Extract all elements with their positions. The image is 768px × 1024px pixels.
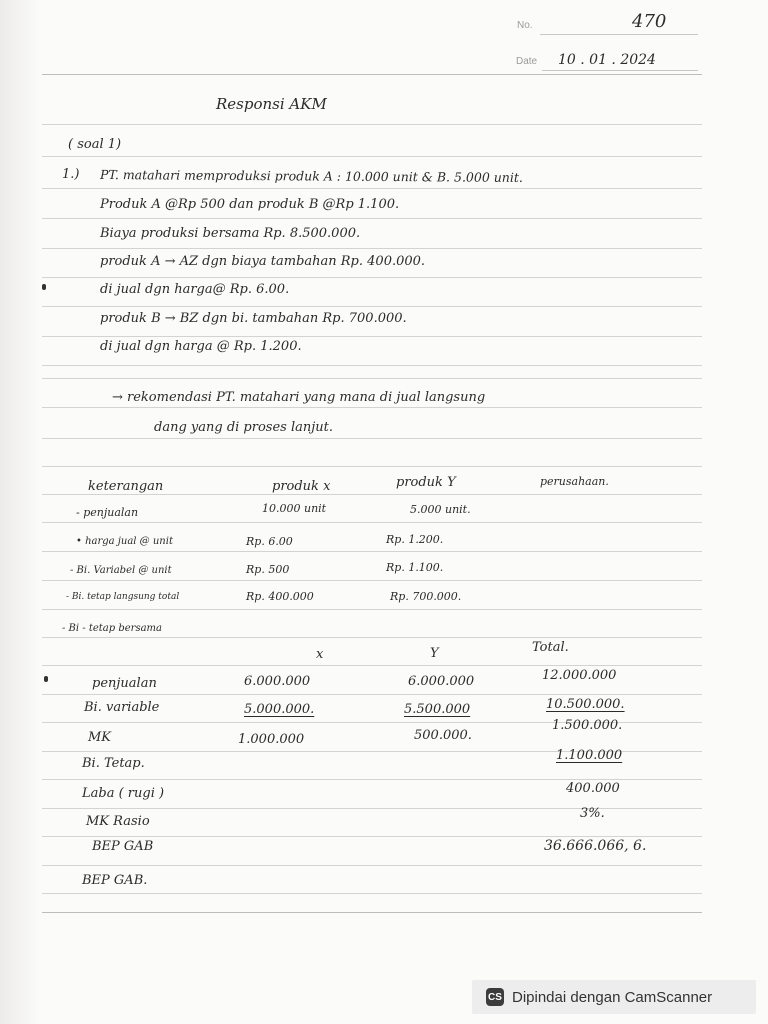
info-header-perusahaan: perusahaan. <box>540 475 609 488</box>
calc-row-label: BEP GAB <box>92 839 154 854</box>
calc-row-label: MK <box>88 730 112 745</box>
problem-number: 1.) <box>62 167 80 182</box>
calc-header-x: x <box>316 647 324 662</box>
calc-row-total: 10.500.000. <box>546 697 625 712</box>
date-label: Date <box>516 56 538 67</box>
problem-line: produk A → AZ dgn biaya tambahan Rp. 400.000. <box>100 254 426 269</box>
info-row-y: Rp. 1.200. <box>386 533 444 546</box>
calc-row-total: 3%. <box>580 806 605 821</box>
problem-line: Produk A @Rp 500 dan produk B @Rp 1.100. <box>100 197 400 212</box>
calc-row-y: 5.500.000 <box>404 702 471 717</box>
no-line <box>540 34 698 35</box>
calc-row-label: BEP GAB. <box>82 873 148 888</box>
calc-row-total: 12.000.000 <box>542 668 617 683</box>
problem-line: Biaya produksi bersama Rp. 8.500.000. <box>100 226 361 241</box>
info-row-y: Rp. 1.100. <box>386 561 444 574</box>
calc-row-label: Bi. variable <box>84 700 160 715</box>
problem-line: produk B → BZ dgn bi. tambahan Rp. 700.000. <box>100 311 407 326</box>
calc-row-y: 6.000.000 <box>408 674 475 689</box>
recommendation-line: dang yang di proses lanjut. <box>154 420 334 435</box>
problem-line: di jual dgn harga @ Rp. 1.200. <box>100 339 302 354</box>
info-row-y: Rp. 700.000. <box>390 590 462 603</box>
calc-header-total: Total. <box>532 640 569 655</box>
info-row-label: - Bi. tetap langsung total <box>66 592 180 602</box>
info-header-produk-x: produk x <box>272 479 331 494</box>
camscanner-text: Dipindai dengan CamScanner <box>512 988 713 1006</box>
calc-row-total: 1.100.000 <box>556 748 623 763</box>
calc-row-x: 5.000.000. <box>244 702 315 717</box>
camscanner-logo-icon: CS <box>486 988 504 1006</box>
info-row-label: - Bi - tetap bersama <box>62 623 162 634</box>
info-row-x: 10.000 unit <box>262 502 327 515</box>
info-header-produk-y: produk Y <box>396 475 456 490</box>
calc-row-label: Laba ( rugi ) <box>82 786 165 801</box>
date-line <box>542 70 698 71</box>
no-label: No. <box>517 20 533 31</box>
page-number: 470 <box>632 11 667 32</box>
calc-row-label: MK Rasio <box>86 814 150 829</box>
binding-dot <box>42 284 46 290</box>
calc-row-label: penjualan <box>92 676 157 691</box>
info-row-x: Rp. 400.000 <box>246 590 314 603</box>
recommendation-line: → rekomendasi PT. matahari yang mana di jual langsung <box>112 390 486 405</box>
problem-line: di jual dgn harga@ Rp. 6.00. <box>100 282 290 297</box>
info-header-keterangan: keterangan <box>88 479 164 494</box>
calc-row-x: 1.000.000 <box>238 732 305 747</box>
info-row-x: Rp. 500 <box>246 563 290 576</box>
info-row-label: - Bi. Variabel @ unit <box>70 565 172 576</box>
info-row-x: Rp. 6.00 <box>246 535 293 548</box>
info-row-label: - penjualan <box>76 506 139 519</box>
calc-row-total: 400.000 <box>566 781 620 796</box>
problem-line: PT. matahari memproduksi produk A : 10.000 unit & B. 5.000 unit. <box>99 167 523 185</box>
camscanner-watermark <box>472 980 756 1014</box>
calc-row-x: 6.000.000 <box>244 674 311 689</box>
info-row-y: 5.000 unit. <box>410 503 471 516</box>
page-title: Responsi AKM <box>216 95 327 113</box>
calc-row-y: 500.000. <box>414 728 472 743</box>
calc-row-total: 1.500.000. <box>552 718 623 733</box>
info-row-label: • harga jual @ unit <box>76 536 173 547</box>
date-value: 10 . 01 . 2024 <box>558 52 656 68</box>
calc-header-y: Y <box>430 646 439 661</box>
calc-row-label: Bi. Tetap. <box>82 756 145 771</box>
calc-row-total: 36.666.066, 6. <box>544 838 647 854</box>
soal-label: ( soal 1) <box>68 137 122 152</box>
binding-dot <box>44 676 48 682</box>
